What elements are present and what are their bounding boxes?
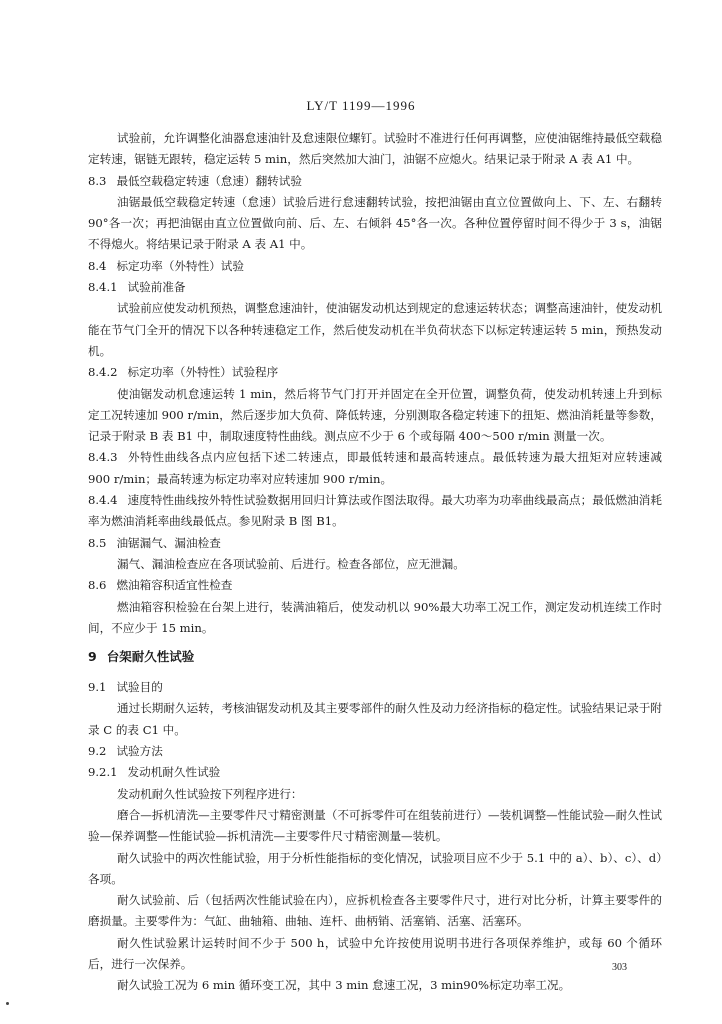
section-text: 速度特性曲线按外特性试验数据用回归计算法或作图法取得。最大功率为功率曲线最高点；最低燃油消耗率为燃油消耗率曲线最低点。参见附录 B 图 B1。 — [88, 493, 662, 529]
standard-code-header: LY/T 1199—1996 — [306, 98, 416, 113]
page-number: 303 — [612, 962, 627, 973]
paragraph: 耐久性试验累计运转时间不少于 500 h，试验中允许按使用说明书进行各项保养维护，或每 60 个循环后，进行一次保养。 — [88, 935, 662, 971]
section-number: 8.3 — [88, 173, 107, 188]
paragraph: 试验前，允许调整化油器怠速油针及怠速限位螺钉。试验时不准进行任何再调整，应使油锯维持最低空载稳定转速，锯链无跟转，稳定运转 5 min，然后突然加大油门，油锯不应熄火。结果记录于附录 A 表 A1 中。 — [88, 131, 662, 167]
paragraph: 耐久试验前、后（包括两次性能试验在内），应拆机检查各主要零件尺寸，进行对比分析，计算主要零件的磨损量。主要零件为：气缸、曲轴箱、曲轴、连杆、曲柄销、活塞销、活塞、活塞环。 — [88, 893, 662, 929]
section-text: 试验前准备 — [127, 280, 186, 295]
section-number: 8.5 — [88, 535, 107, 550]
paragraph: 漏气、漏油检查应在各项试验前、后进行。检查各部位，应无泄漏。 — [117, 556, 465, 571]
section-text: 试验目的 — [116, 680, 163, 695]
section-text: 标定功率（外特性）试验程序 — [127, 365, 279, 380]
subsection-heading — [88, 762, 662, 783]
section-text: 外特性曲线各点内应包括下述二转速点，即最低转速和最高转速点。最低转速为最大扭矩对应转速减 900 r/min；最高转速为标定功率对应转速加 900 r/min。 — [88, 450, 662, 486]
section-number: 8.4.3 — [88, 450, 118, 465]
section-number: 8.4 — [88, 258, 107, 273]
paragraph: 油锯最低空载稳定转速（怠速）试验后进行怠速翻转试验，按把油锯由直立位置做向上、下、左、右翻转 90°各一次；再把油锯由直立位置做向前、后、左、右倾斜 45°各一次。各种位置停留时间不得少于 3 s，油锯不得熄火。将结果记录于附录 A 表 A1 中。 — [88, 194, 662, 252]
section-number: 8.6 — [88, 578, 107, 593]
subsection-heading — [88, 575, 662, 596]
section-text: 标定功率（外特性）试验 — [116, 258, 244, 273]
scan-speck — [6, 1002, 9, 1005]
section-text: 燃油箱容积适宜性检查 — [116, 578, 233, 593]
paragraph: 发动机耐久性试验按下列程序进行： — [117, 786, 303, 801]
document-body — [88, 128, 662, 997]
section-number: 8.4.1 — [88, 280, 118, 295]
subsection-heading — [88, 256, 662, 277]
section-number: 8.4.4 — [88, 493, 118, 508]
numbered-paragraph — [88, 490, 662, 533]
paragraph: 磨合—拆机清洗—主要零件尺寸精密测量（不可拆零件可在组装前进行）—装机调整—性能试验—耐久性试验—保养调整—性能试验—拆机清洗—主要零件尺寸精密测量—装机。 — [88, 807, 662, 844]
section-number: 9.2.1 — [88, 765, 118, 780]
subsection-heading — [88, 533, 662, 554]
section-number: 9 — [88, 649, 97, 665]
section-number: 9.2 — [88, 744, 107, 759]
subsection-heading — [88, 362, 662, 383]
section-text: 最低空载稳定转速（怠速）翻转试验 — [116, 173, 302, 188]
paragraph: 燃油箱容积检验在台架上进行，装满油箱后，使发动机以 90%最大功率工况工作，测定发动机连续工作时间，不应少于 15 min。 — [88, 599, 662, 635]
section-text: 油锯漏气、漏油检查 — [116, 535, 221, 550]
subsection-heading — [88, 677, 662, 698]
paragraph: 通过长期耐久运转，考核油锯发动机及其主要零部件的耐久性及动力经济指标的稳定性。试验结果记录于附录 C 的表 C1 中。 — [88, 701, 662, 737]
paragraph: 使油锯发动机怠速运转 1 min，然后将节气门打开并固定在全开位置，调整负荷，使发动机转速上升到标定工况转速加 900 r/min，然后逐步加大负荷、降低转速，分别测取各稳定转速下的扭矩、燃油消耗量等参数，记录于附录 B 表 B1 中，制取速度特性曲线。测点应不少于 6 个或每隔 400～500 r/min 测量一次。 — [88, 386, 662, 444]
section-text: 台架耐久性试验 — [106, 649, 195, 665]
section-text: 试验方法 — [116, 744, 163, 759]
section-text: 发动机耐久性试验 — [127, 765, 221, 780]
paragraph: 试验前应使发动机预热，调整怠速油针，使油锯发动机达到规定的怠速运转状态；调整高速油针，使发动机能在节气门全开的情况下以各种转速稳定工作，然后使发动机在半负荷状态下以标定转速运转 5 min，预热发动机。 — [88, 301, 662, 358]
section-heading — [88, 645, 662, 669]
numbered-paragraph — [88, 447, 662, 490]
section-number: 8.4.2 — [88, 365, 118, 380]
section-number: 9.1 — [88, 680, 107, 695]
paragraph: 耐久试验中的两次性能试验，用于分析性能指标的变化情况，试验项目应不少于 5.1 中的 a）、b）、c）、d）各项。 — [88, 850, 662, 886]
paragraph: 耐久试验工况为 6 min 循环变工况，其中 3 min 怠速工况，3 min90%标定功率工况。 — [117, 978, 571, 993]
subsection-heading — [88, 171, 662, 192]
subsection-heading — [88, 277, 662, 298]
subsection-heading — [88, 741, 662, 762]
